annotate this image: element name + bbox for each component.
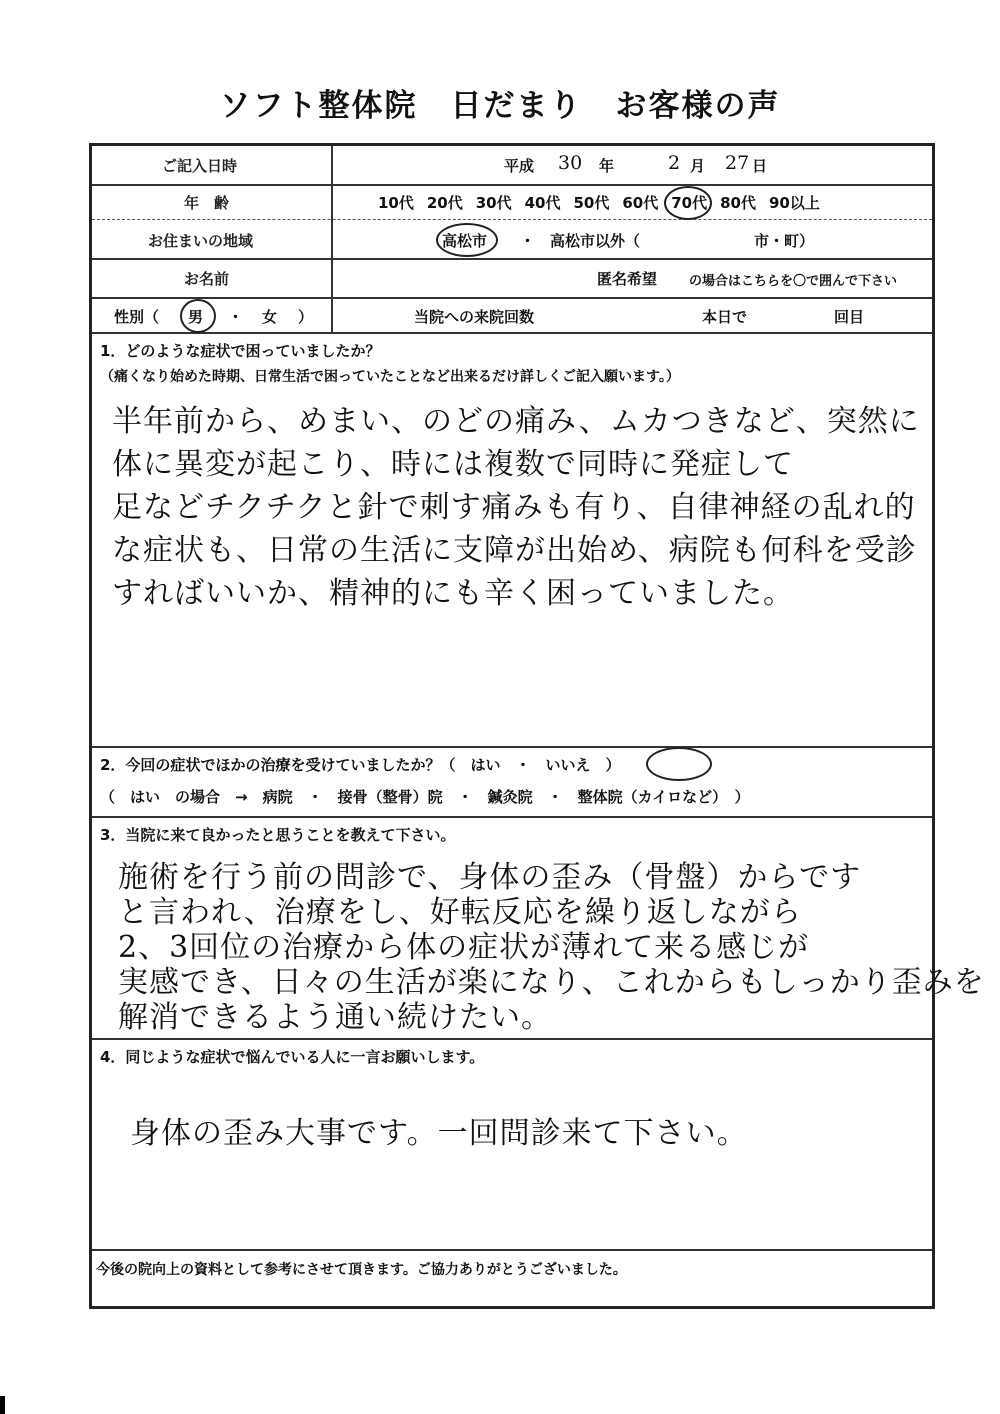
age-option: 40代 xyxy=(524,194,561,212)
age-option: 60代 xyxy=(622,194,659,212)
count-label: 回目 xyxy=(834,308,865,326)
question-4: 4．同じような症状で悩んでいる人に一言お願いします。 xyxy=(100,1048,485,1066)
age-option: 30代 xyxy=(475,194,512,212)
anonymous-note: の場合はこちらを〇で囲んで下さい xyxy=(689,274,898,289)
section-divider xyxy=(92,1249,932,1251)
year-value: 30 xyxy=(558,152,583,174)
age-option: 70代 xyxy=(671,194,708,212)
answer-3-line: 実感でき、日々の生活が楽になり、これからもしっかり歪みを xyxy=(118,965,985,1000)
area-option-other: 高松市以外（ xyxy=(550,232,641,250)
answer-1-line: な症状も、日常の生活に支障が出始め、病院も何科を受診 xyxy=(112,533,917,568)
area-city-town: 市・町） xyxy=(754,232,815,250)
gender-close: ） xyxy=(298,308,314,326)
answer-3-line: 施術を行う前の問診で、身体の歪み（骨盤）からです xyxy=(118,860,862,895)
answer-4-line: 身体の歪み大事です。一回問診来て下さい。 xyxy=(130,1116,748,1151)
question-3: 3．当院に来て良かったと思うことを教えて下さい。 xyxy=(100,826,456,844)
row-divider xyxy=(92,258,932,260)
anonymous-label: 匿名希望 xyxy=(597,270,658,288)
gender-female: 女 xyxy=(262,308,278,326)
date-label: ご記入日時 xyxy=(162,157,238,175)
answer-1-line: 半年前から、めまい、のどの痛み、ムカつきなど、突然に xyxy=(112,404,920,439)
section-divider xyxy=(92,746,932,748)
answer-1-line: 体に異変が起こり、時には複数で同時に発症して xyxy=(112,447,794,482)
row-divider xyxy=(92,184,932,186)
year-label: 年 xyxy=(599,157,615,175)
age-option: 20代 xyxy=(426,194,463,212)
section-divider xyxy=(92,1038,932,1040)
today-label: 本日で xyxy=(702,308,748,326)
age-option: 90以上 xyxy=(769,194,820,212)
question-2-options: （ はい の場合 → 病院 ・ 接骨（整骨）院 ・ 鍼灸院 ・ 整体院（カイロなど） ） xyxy=(100,788,750,806)
day-value: 27 xyxy=(725,152,750,174)
month-value: 2 xyxy=(668,152,681,174)
age-label: 年 齢 xyxy=(184,194,230,212)
age-option: 80代 xyxy=(720,194,756,212)
column-divider xyxy=(331,297,333,332)
scan-mark xyxy=(0,1396,5,1414)
area-separator: ・ xyxy=(520,232,536,250)
era-label: 平成 xyxy=(504,157,535,175)
gender-open: 性別（ xyxy=(114,308,160,326)
age-option: 50代 xyxy=(573,194,610,212)
page-title: ソフト整体院 日だまり お客様の声 xyxy=(219,88,781,124)
row-divider xyxy=(92,332,932,334)
answer-1-line: 足などチクチクと針で刺す痛みも有り、自律神経の乱れ的 xyxy=(112,490,916,525)
day-label: 日 xyxy=(752,157,768,175)
name-label: お名前 xyxy=(184,270,230,288)
age-options xyxy=(378,192,833,213)
row-divider xyxy=(92,297,932,299)
area-option-takamatsu: 高松市 xyxy=(442,232,488,250)
visits-label: 当院への来院回数 xyxy=(414,308,535,326)
answer-3-line: 解消できるよう通い続けたい。 xyxy=(118,1000,552,1035)
survey-form xyxy=(89,143,985,1309)
answer-1-line: すればいいか、精神的にも辛く困っていました。 xyxy=(112,576,794,611)
answer-3-line: 2、3回位の治療から体の症状が薄れて来る感じが xyxy=(118,930,810,965)
column-divider xyxy=(331,146,333,297)
gender-selection-circle xyxy=(180,299,216,333)
gender-male: 男 xyxy=(188,308,204,326)
question-2: 2．今回の症状でほかの治療を受けていましたか？（ はい ・ いいえ ） xyxy=(100,756,621,774)
question-1: 1．どのような症状で困っていましたか？ xyxy=(100,342,381,360)
section-divider xyxy=(92,816,932,818)
answer-3-line: と言われ、治療をし、好転反応を繰り返しながら xyxy=(118,895,802,930)
age-option: 10代 xyxy=(378,194,414,212)
answer-2-selection-circle xyxy=(646,747,712,781)
age-selection-circle xyxy=(664,186,712,220)
question-1-note: （痛くなり始めた時期、日常生活で困っていたことなど出来るだけ詳しくご記入願います。） xyxy=(100,369,680,385)
month-label: 月 xyxy=(690,157,706,175)
area-selection-circle xyxy=(436,223,498,257)
footer-note: 今後の院向上の資料として参考にさせて頂きます。ご協力ありがとうございました。 xyxy=(96,1262,627,1278)
gender-separator: ・ xyxy=(228,308,244,326)
row-divider xyxy=(92,219,932,220)
area-label: お住まいの地域 xyxy=(148,232,254,250)
